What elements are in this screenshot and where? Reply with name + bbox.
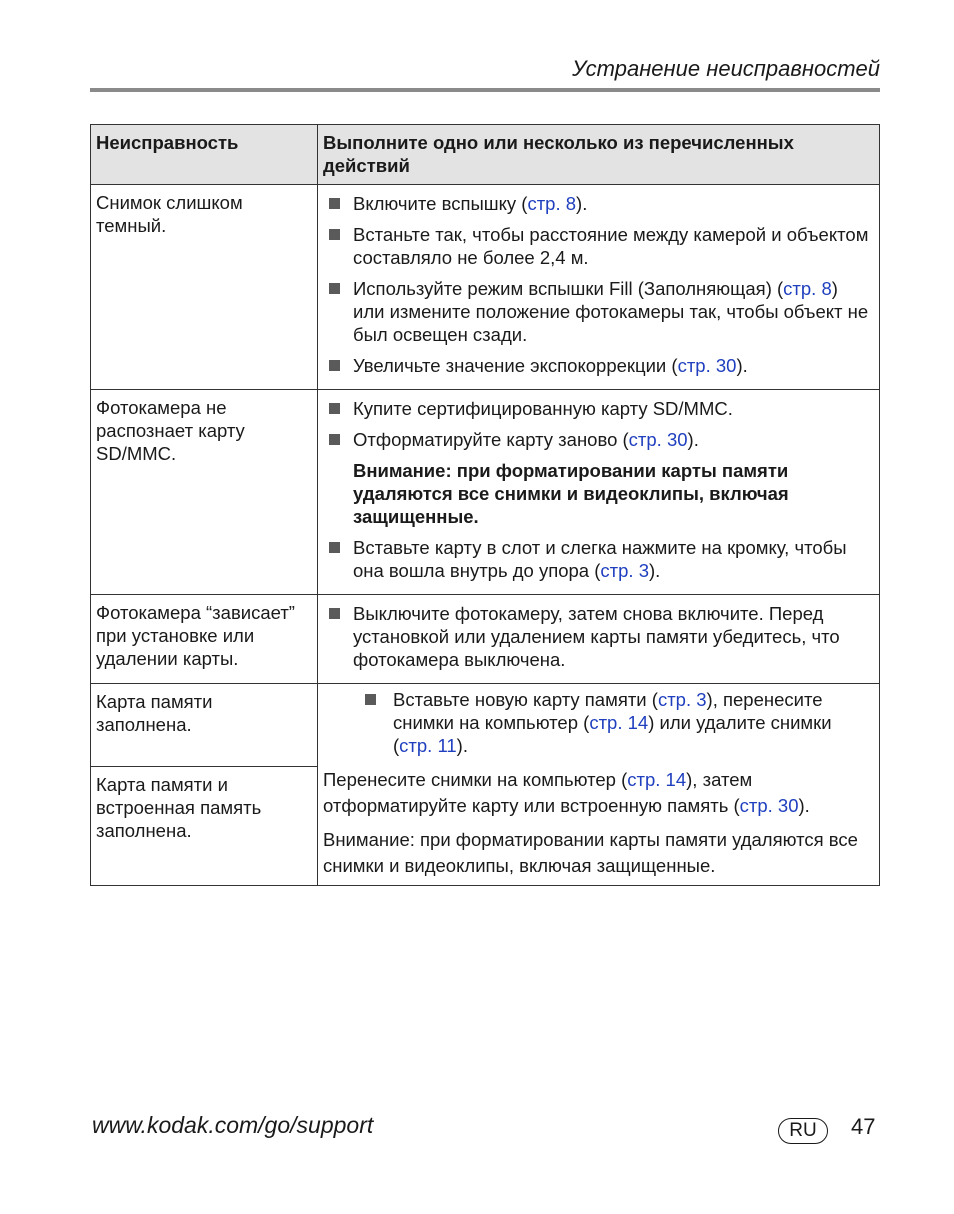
- column-header-problem: Неисправность: [91, 125, 318, 185]
- problem-cell: Снимок слишком темный.: [91, 185, 318, 390]
- page-link[interactable]: стр. 30: [739, 795, 799, 816]
- table-row: [91, 684, 880, 767]
- list-item: Включите вспышку (стр. 8).: [323, 192, 874, 215]
- list-item: Увеличьте значение экспокоррекции (стр. 30).: [323, 354, 874, 377]
- bullet-icon: [329, 198, 340, 209]
- page-link[interactable]: стр. 3: [657, 689, 707, 710]
- footer-url: www.kodak.com/go/support: [92, 1112, 374, 1138]
- paragraph: Перенесите снимки на компьютер (стр. 14), затем отформатируйте карту или встроенную память (стр. 30).: [323, 769, 810, 816]
- table-row: [91, 390, 880, 595]
- language-badge: RU: [778, 1118, 828, 1144]
- bullet-icon: [365, 694, 376, 705]
- list-item: Купите сертифицированную карту SD/MMC.: [323, 397, 874, 420]
- problem-cell: Карта памяти и встроенная память заполнена.: [91, 767, 318, 886]
- bullet-icon: [329, 229, 340, 240]
- paragraph: Внимание: при форматировании карты памяти удаляются все снимки и видеоклипы, включая защищенные.: [323, 829, 858, 876]
- bullet-icon: [329, 283, 340, 294]
- table-header-row: [91, 125, 880, 185]
- action-cell: [318, 684, 880, 886]
- page-link[interactable]: стр. 30: [628, 429, 688, 450]
- list-item: Выключите фотокамеру, затем снова включите. Перед установкой или удалением карты памяти убедитесь, что фотокамера выключена.: [323, 602, 874, 671]
- page-link[interactable]: стр. 14: [589, 712, 649, 733]
- page-link[interactable]: стр. 8: [783, 278, 832, 299]
- bullet-icon: [329, 360, 340, 371]
- page-link[interactable]: стр. 14: [627, 769, 687, 790]
- bullet-icon: [329, 403, 340, 414]
- page-link[interactable]: стр. 30: [677, 355, 737, 376]
- page-link[interactable]: стр. 11: [399, 735, 457, 756]
- bullet-icon: [329, 608, 340, 619]
- table-row: [91, 595, 880, 684]
- bullet-icon: [329, 434, 340, 445]
- running-header: Устранение неисправностей: [572, 56, 880, 81]
- header-rule: [90, 88, 880, 92]
- warning-note: Внимание: при форматировании карты памяти удаляются все снимки и видеоклипы, включая защищенные.: [353, 460, 789, 527]
- page-link[interactable]: стр. 3: [600, 560, 649, 581]
- problem-cell: Фотокамера не распознает карту SD/MMC.: [91, 390, 318, 595]
- problem-cell: Фотокамера “зависает” при установке или удалении карты.: [91, 595, 318, 684]
- table-row: [91, 185, 880, 390]
- column-header-action: Выполните одно или несколько из перечисленных действий: [318, 125, 880, 185]
- list-item: Вставьте новую карту памяти (стр. 3), перенесите снимки на компьютер (стр. 14) или удалите снимки (стр. 11).: [323, 688, 874, 757]
- troubleshooting-table: [90, 124, 880, 886]
- action-cell: [318, 185, 880, 390]
- problem-cell: Карта памяти заполнена.: [91, 684, 318, 767]
- bullet-icon: [329, 542, 340, 553]
- list-item: Вставьте карту в слот и слегка нажмите на кромку, чтобы она вошла внутрь до упора (стр. 3).: [323, 536, 874, 582]
- page-number: 47: [851, 1114, 876, 1139]
- action-cell: [318, 595, 880, 684]
- list-item: Встаньте так, чтобы расстояние между камерой и объектом составляло не более 2,4 м.: [323, 223, 874, 269]
- list-item: Используйте режим вспышки Fill (Заполняющая) (стр. 8) или измените положение фотокамеры так, чтобы объект не был освещен сзади.: [323, 277, 874, 346]
- list-item: Отформатируйте карту заново (стр. 30).: [323, 428, 874, 451]
- page-link[interactable]: стр. 8: [527, 193, 577, 214]
- action-cell: [318, 390, 880, 595]
